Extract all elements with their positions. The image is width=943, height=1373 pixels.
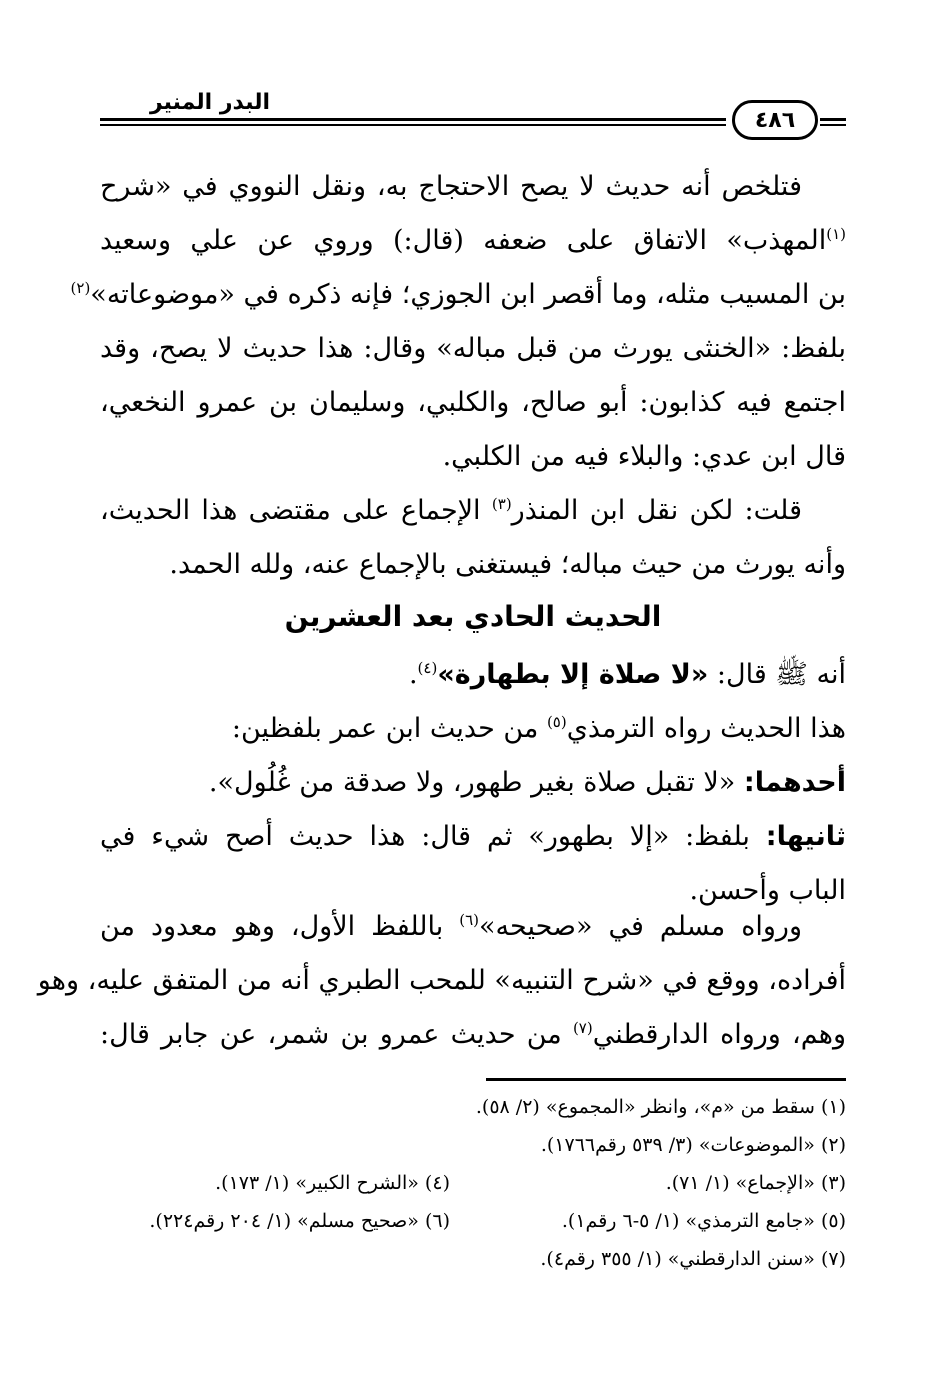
hadith-quote: «لا صلاة إلا بطهارة»: [437, 659, 709, 690]
footnote: (١) سقط من «م»، وانظر «المجموع» (٢/ ٥٨).: [475, 1096, 846, 1118]
second-label: ثانيها:: [765, 821, 846, 852]
main-text: [70, 160, 846, 592]
text-line: اجتمع فيه كذابون: أبو صالح، والكلبي، وسليمان بن عمرو النخعي،: [100, 387, 846, 418]
text-line: بن المسيب مثله، وما أقصر ابن الجوزي؛ فإنه ذكره في «موضوعاته»$^{(٢)}$: [70, 279, 846, 310]
text-line: بلفظ: «الخنثى يورث من قبل مباله» وقال: هذا حديث لا يصح، وقد: [100, 333, 846, 364]
main-text: [37, 900, 846, 1062]
text-line: الباب وأحسن.: [689, 875, 846, 906]
text-line: أحدهما: «لا تقبل صلاة بغير طهور، ولا صدقة من غُلُول».: [208, 767, 846, 798]
footnote-ref-4: (٤): [417, 659, 438, 677]
text-line: قال ابن عدي: والبلاء فيه من الكلبي.: [442, 441, 846, 472]
first-label: أحدهما:: [743, 767, 846, 798]
text-line: هذا الحديث رواه الترمذي$^{(٥)}$ من حديث ابن عمر بلفظين:: [231, 713, 846, 744]
running-title: البدر المنير: [150, 90, 271, 115]
text-line: $^{(١)}$المهذب» الاتفاق على ضعفه (قال:) وروي عن علي وسعيد: [100, 225, 846, 256]
footnote-rule: [486, 1078, 846, 1081]
text-line: أفراده، ووقع في «شرح التنبيه» للمحب الطبري أنه من المتفق عليه، وهو: [37, 965, 846, 996]
header-rule: [820, 118, 846, 121]
section-heading: الحديث الحادي بعد العشرين: [284, 600, 662, 633]
header-rule: [820, 124, 846, 126]
page-header: [100, 88, 846, 148]
header-rule: [100, 118, 726, 121]
text-line: ثانيها: بلفظ: «إلا بطهور» ثم قال: هذا حديث أصح شيء في: [100, 821, 846, 852]
hadith-text: [100, 648, 846, 918]
footnote-ref-2: (٢): [70, 279, 91, 297]
footnote: (٧) «سنن الدارقطني» (١/ ٣٥٥ رقم٤).: [540, 1248, 846, 1270]
text-line: وهم، ورواه الدارقطني$^{(٧)}$ من حديث عمرو بن شمر، عن جابر قال:: [100, 1019, 846, 1050]
footnote-ref-7: (٧): [572, 1019, 593, 1037]
footnote: (٣) «الإجماع» (١/ ٧١). (٤) «الشرح الكبير» (١/ ١٧٣).: [215, 1172, 846, 1194]
footnote-ref-5: (٥): [546, 713, 567, 731]
text-line: فتلخص أنه حديث لا يصح الاحتجاج به، ونقل النووي في «شرح: [100, 171, 802, 202]
text-line: ورواه مسلم في «صحيحه»$^{(٦)}$ باللفظ الأول، وهو معدود من: [100, 911, 802, 942]
footnote: (٢) «الموضوعات» (٣/ ٥٣٩ رقم١٧٦٦).: [540, 1134, 846, 1156]
footnotes: [100, 1088, 846, 1278]
page-number: ٤٨٦: [732, 100, 818, 140]
footnote: (٥) «جامع الترمذي» (١/ ٥-٦ رقم١). (٦) «صحيح مسلم» (١/ ٢٠٤ رقم٢٢٤).: [149, 1210, 846, 1232]
text-line: أنه ﷺ قال: «لا صلاة إلا بطهارة»$^{(٤)}$.: [408, 659, 846, 690]
footnote-ref-3: (٣): [491, 495, 512, 513]
text-line: وأنه يورث من حيث مباله؛ فيستغنى بالإجماع عنه، ولله الحمد.: [169, 549, 846, 580]
text-line: قلت: لكن نقل ابن المنذر$^{(٣)}$ الإجماع على مقتضى هذا الحديث،: [100, 495, 802, 526]
footnote-ref-1: (١): [826, 225, 846, 243]
header-rule: [100, 124, 726, 126]
footnote-ref-6: (٦): [459, 911, 480, 929]
